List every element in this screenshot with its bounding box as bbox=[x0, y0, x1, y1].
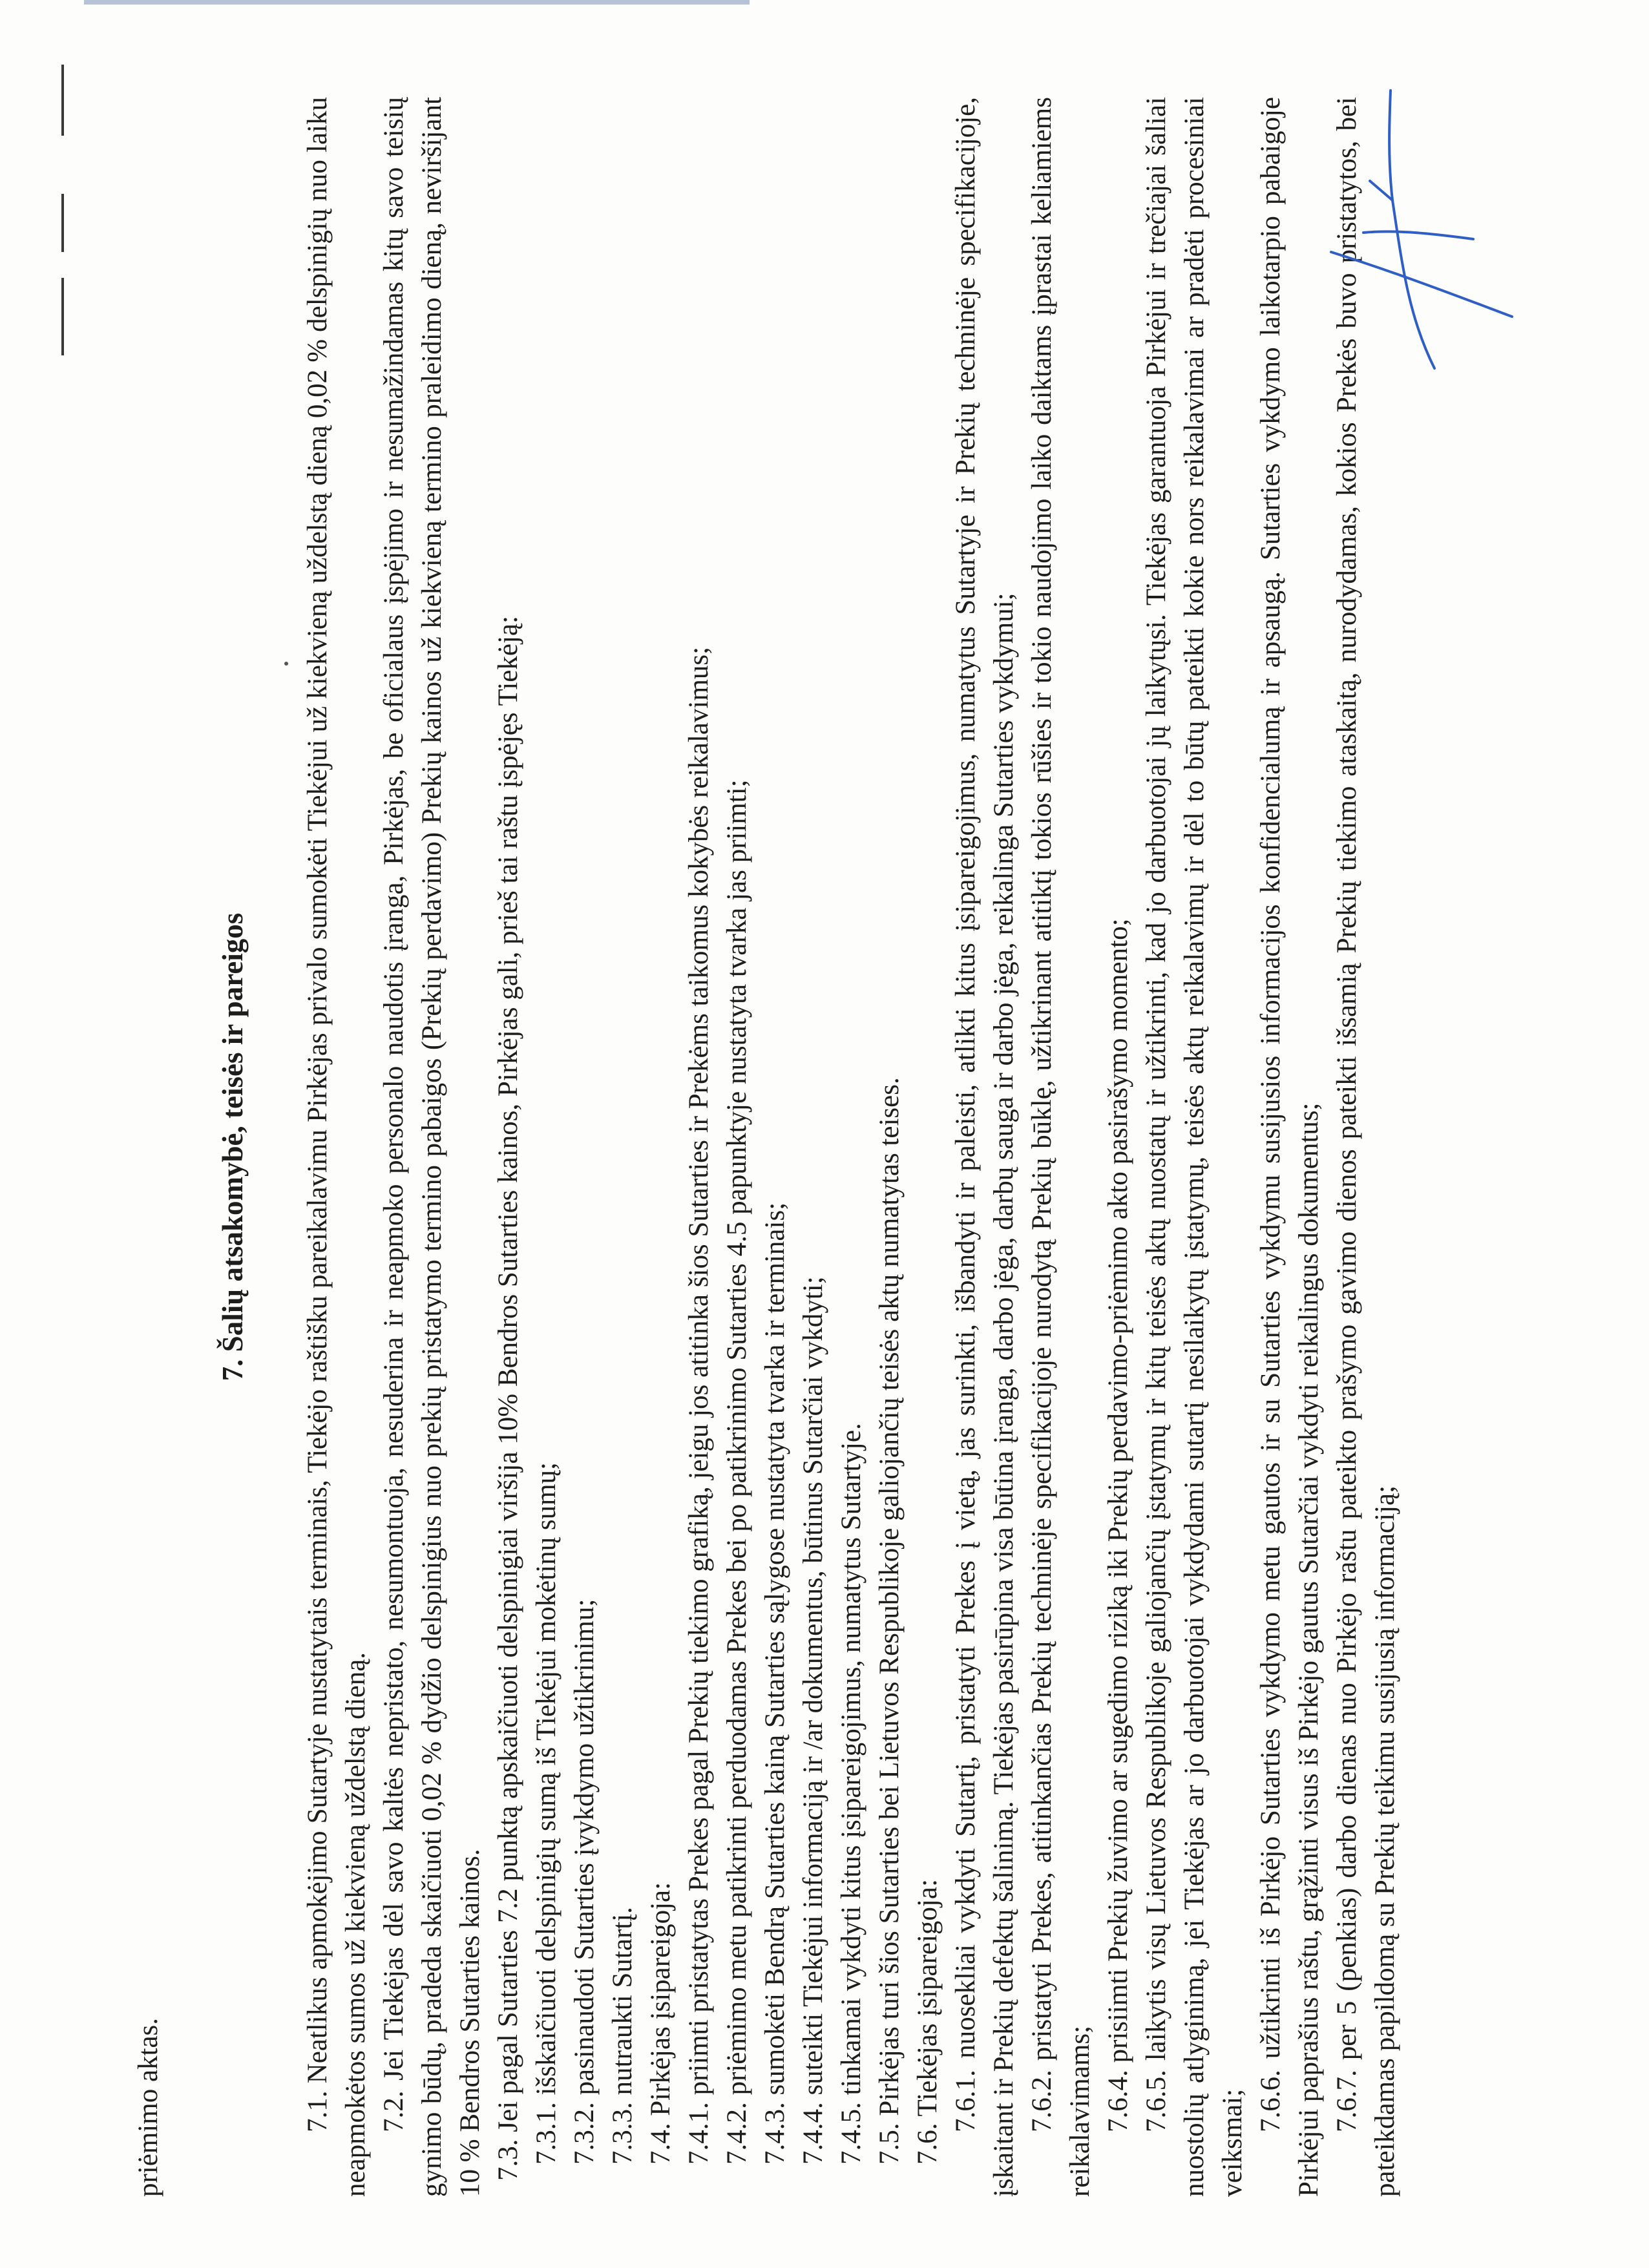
paragraph-number: 7.5. bbox=[874, 2123, 905, 2165]
document-body bbox=[129, 97, 1404, 2197]
paragraph-number: 7.4. bbox=[646, 2123, 676, 2165]
paragraph-text: suteikti Tiekėjui informaciją ir /ar dokumentus, būtinus Sutarčiai vykdyti; bbox=[798, 1276, 828, 2095]
section-title: 7. Šalių atsakomybė, teisės ir pareigos bbox=[216, 912, 249, 1381]
paragraph-number: 7.3. bbox=[493, 2139, 523, 2181]
paragraph-text: priimti pristatytas Prekes pagal Prekių tiekimo grafiką, jeigu jos atitinka šios Sutarties ir Prekėms taikomus kokybės reikalavimus; bbox=[684, 646, 714, 2095]
paragraph-text: per 5 (penkias) darbo dienas nuo Pirkėjo raštu pateikto prašymo gavimo dienos pateikti išsamią Prekių tiekimo ataskaitą, nurodydamas, kokios Prekės buvo pristatytos, bei pateikdamas papildomą su Prekių teikimu susijusią informaciją; bbox=[1332, 97, 1400, 2197]
paragraph-number: 7.4.1. bbox=[684, 2102, 714, 2165]
paragraph-text: Pirkėjas turi šios Sutarties bei Lietuvos Respublikoje galiojančių teisės aktų numatytas teises. bbox=[874, 1077, 905, 2116]
paragraph-7-6-5 bbox=[1137, 97, 1252, 2197]
paragraph-number: 7.4.3. bbox=[760, 2102, 790, 2165]
paragraph-text: Tiekėjas įsipareigoja: bbox=[912, 1879, 943, 2117]
paragraph-text: sumokėti Bendrą Sutarties kainą Sutarties sąlygose nustatyta tvarka ir terminais; bbox=[760, 1202, 790, 2095]
paragraph-7-6-6 bbox=[1252, 97, 1328, 2197]
paragraph-7-4-2 bbox=[718, 97, 756, 2197]
paragraph-7-6-1 bbox=[947, 97, 1023, 2197]
paragraph-7-4-3 bbox=[756, 97, 794, 2197]
paragraph-text: prisiimti Prekių žuvimo ar sugedimo riziką iki Prekių perdavimo-priėmimo akto pasirašymo momento; bbox=[1103, 918, 1133, 2063]
paragraph-number: 7.6.7. bbox=[1332, 2070, 1362, 2132]
paragraph-7-6-7 bbox=[1328, 97, 1404, 2197]
paragraph-number: 7.6.1. bbox=[951, 2070, 981, 2132]
paragraph-7-4-5 bbox=[832, 97, 870, 2197]
paragraph-text: nuosekliai vykdyti Sutartį, pristatyti Prekes į vietą, jas surinkti, išbandyti ir paleisti, atlikti kitus įsipareigojimus, numatytus Sutartyje ir Prekių techninėje specifikacijoje, įskaitant ir Prekių defektų šalinimą. Tiekėjas pasirūpina visa būtina įranga, darbo jėga, darbų sauga ir darbo jėga, reikalinga Sutarties vykdymui; bbox=[951, 97, 1019, 2197]
paragraph-number: 7.2. bbox=[379, 2090, 409, 2132]
paragraph-7-3-1 bbox=[527, 97, 565, 2197]
paragraph-7-3-3 bbox=[604, 97, 642, 2197]
paragraph-number: 7.6. bbox=[912, 2123, 943, 2165]
paragraph-text: pristatyti Prekes, atitinkančias Prekių techninėje specifikacijoje nurodytą Prekių būklę, užtikrinant atitiktį tokios rūšies ir tokio naudojimo laiko daiktams įprastai keliamiems reikalavimams; bbox=[1027, 97, 1095, 2197]
paragraph-text: užtikrinti iš Pirkėjo Sutarties vykdymo metu gautos ir su Sutarties vykdymu susijusios informacijos konfidencialumą ir apsaugą. Sutarties vykdymo laikotarpio pabaigoje Pirkėjui paprašius raštu, grąžinti visus iš Pirkėjo gautus Sutarčiai vykdyti reikalingus dokumentus; bbox=[1255, 97, 1324, 2197]
paragraph-7-4-4 bbox=[794, 97, 832, 2197]
paragraph-text: nutraukti Sutartį. bbox=[607, 1907, 638, 2095]
paragraph-text: Jei Tiekėjas dėl savo kaltės nepristato, nesumontuoja, nesuderina ir neapmoko personalo naudotis įranga, Pirkėjas, be oficialaus įspėjimo ir nesumažindamas kitų savo teisių gynimo būdų, pradeda skaičiuoti 0,02 % dydžio delspinigius nuo prekių pristatymo termino pabaigos (Prekių perdavimo) Prekių kainos už kiekvieną termino praleidimo dieną, neviršijant 10 % Bendros Sutarties kainos. bbox=[379, 96, 485, 2197]
paragraph-number: 7.6.6. bbox=[1255, 2070, 1286, 2132]
paragraph-number: 7.3.3. bbox=[607, 2102, 638, 2165]
paragraph-text: Jei pagal Sutarties 7.2 punktą apskaičiuoti delspinigiai viršija 10% Bendros Sutarties kainos, Pirkėjas gali, prieš tai raštu įspėjęs Tiekėją: bbox=[493, 616, 523, 2132]
paragraph-number: 7.3.1. bbox=[531, 2102, 562, 2165]
paragraph-7-4-1 bbox=[680, 97, 718, 2197]
paragraph-7-6-2 bbox=[1023, 97, 1099, 2197]
scan-artifact bbox=[61, 278, 64, 355]
paragraph-number: 7.4.4. bbox=[798, 2102, 828, 2165]
paragraph-number: 7.4.5. bbox=[836, 2102, 867, 2165]
paragraph-number: 7.1. bbox=[302, 2090, 333, 2132]
paragraph-text: pasinaudoti Sutarties įvykdymo užtikrinimu; bbox=[569, 1599, 600, 2095]
paragraph-text: priėmimo metu patikrinti perduodamas Prekes bei po patikrinimo Sutarties 4.5 papunktyje nustatyta tvarka jas priimti; bbox=[722, 779, 752, 2095]
paragraph-7-6-4 bbox=[1099, 97, 1137, 2197]
paragraph-7-6 bbox=[909, 97, 947, 2197]
paragraph-text: tinkamai vykdyti kitus įsipareigojimus, numatytus Sutartyje. bbox=[836, 1423, 867, 2095]
handwritten-signature bbox=[1241, 58, 1512, 394]
paragraph-text: išskaičiuoti delspinigių sumą iš Tiekėjui mokėtinų sumų; bbox=[531, 1462, 562, 2095]
paragraph-7-4 bbox=[642, 97, 680, 2197]
paragraph-7-3-2 bbox=[565, 97, 604, 2197]
paragraph-number: 7.3.2. bbox=[569, 2102, 600, 2165]
scan-artifact bbox=[61, 194, 64, 252]
scan-artifact bbox=[61, 65, 64, 136]
paragraph-7-5 bbox=[870, 97, 909, 2197]
paragraph-text: Neatlikus apmokėjimo Sutartyje nustatytais terminais, Tiekėjo raštišku pareikalavimu Pirkėjas privalo sumokėti Tiekėjui už kiekvieną uždelstą dieną 0,02 % delspinigių nuo laiku neapmokėtos sumos už kiekvieną uždelstą dieną. bbox=[302, 96, 371, 2197]
paragraph-7-3 bbox=[489, 97, 527, 2197]
paragraph-number: 7.6.5. bbox=[1141, 2070, 1171, 2132]
paragraph-number: 7.4.2. bbox=[722, 2102, 752, 2165]
paragraph-text: laikytis visų Lietuvos Respublikoje galiojančių įstatymų ir kitų teisės aktų nuostatų ir užtikrinti, kad jo darbuotojai jų laikytųsi. Tiekėjas garantuoja Pirkėjui ir trečiajai šaliai nuostolių atlyginimą, jei Tiekėjas ar jo darbuotojai vykdydami sutartį nesilaikytų įstatymų, teisės aktų reikalavimų ir dėl to būtų pateikti kokie nors reikalavimai ar pradėti procesiniai veiksmai; bbox=[1141, 97, 1248, 2197]
previous-section-tail: priėmimo aktas. bbox=[133, 2017, 163, 2197]
paragraph-text: Pirkėjas įsipareigoja: bbox=[646, 1882, 676, 2116]
scan-speck bbox=[284, 662, 288, 666]
paragraph-number: 7.6.4. bbox=[1103, 2070, 1133, 2132]
paragraph-7-2 bbox=[375, 97, 489, 2197]
paragraph-7-1 bbox=[299, 97, 375, 2197]
paragraph-number: 7.6.2. bbox=[1027, 2070, 1057, 2132]
